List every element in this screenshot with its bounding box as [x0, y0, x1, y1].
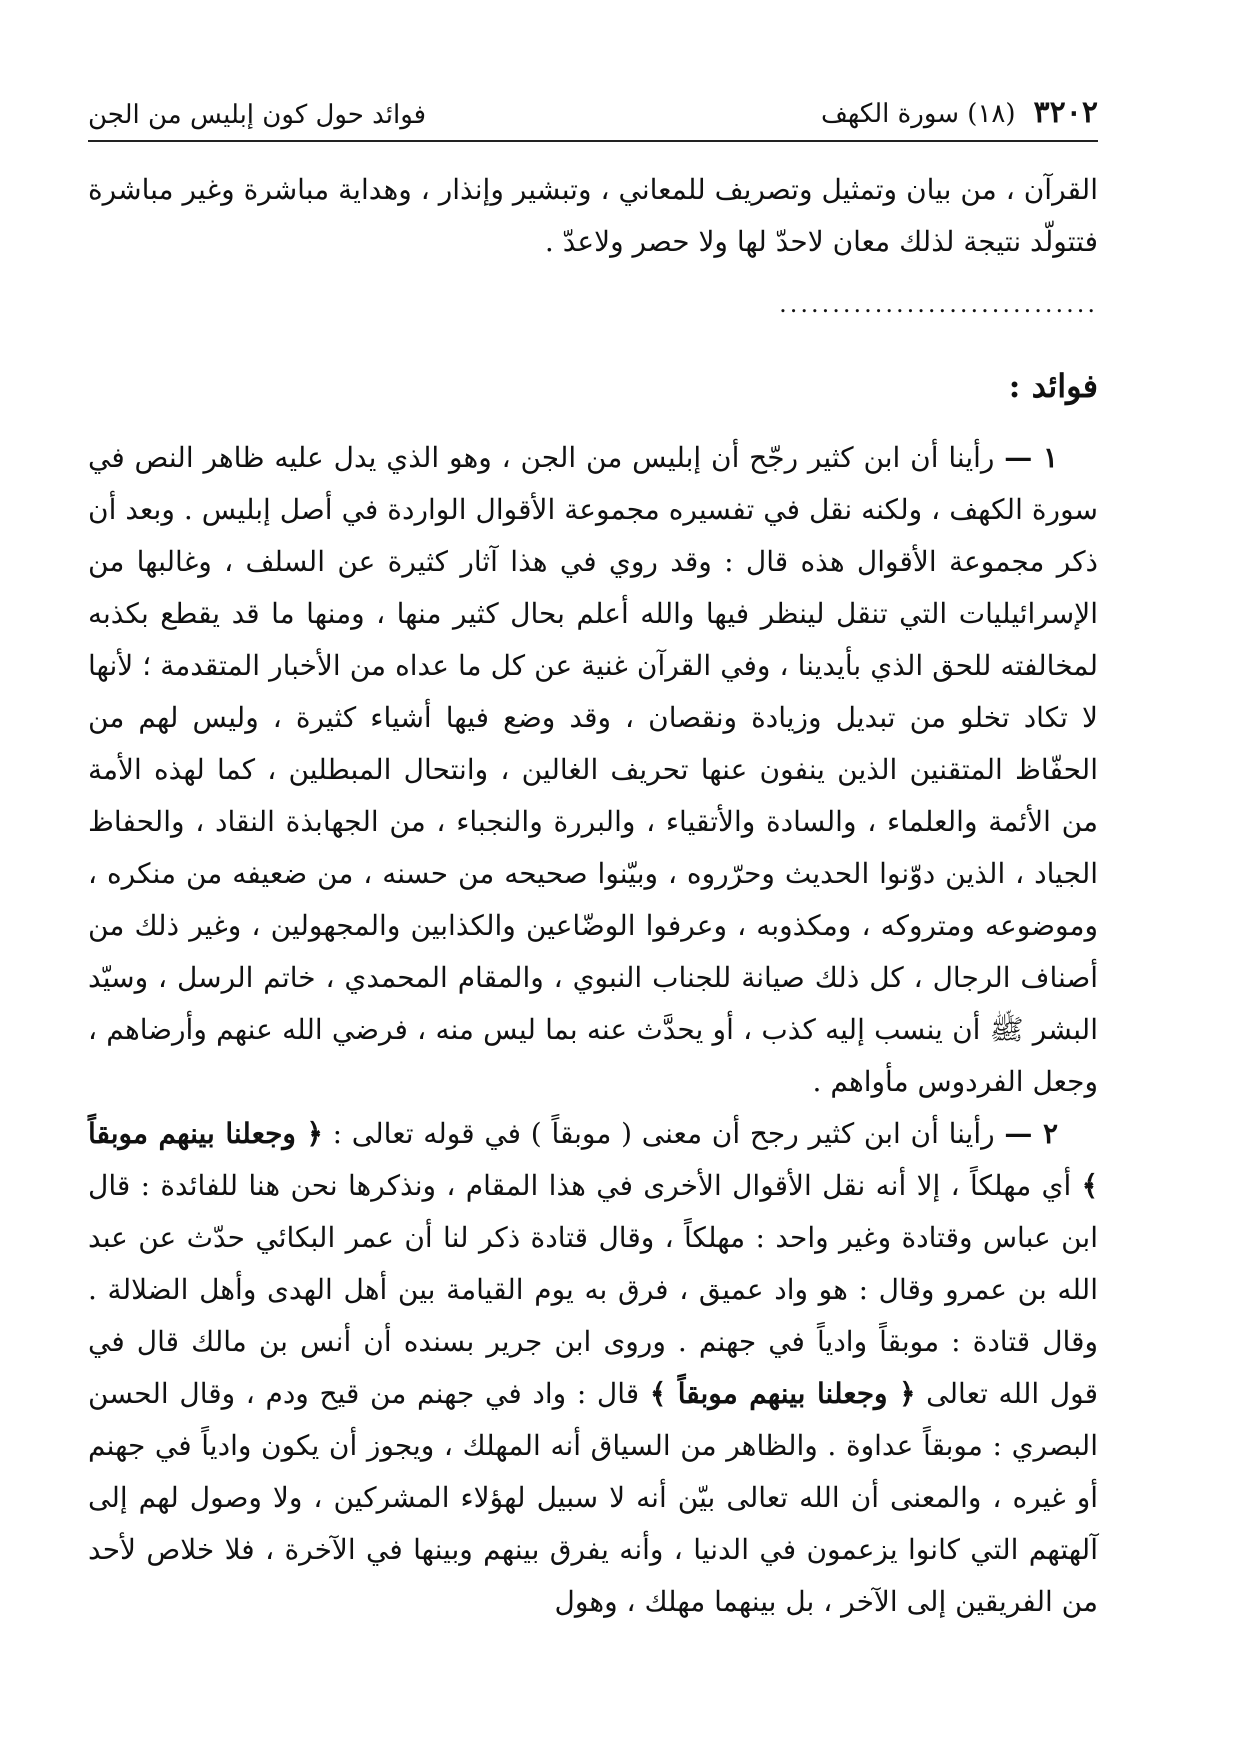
section-title: فوائد : [1008, 367, 1098, 405]
header-right [821, 95, 1098, 130]
benefit-2-text-before: رأينا أن ابن كثير رجح أن معنى ( موبقاً ) في قوله تعالى : [332, 1117, 995, 1150]
benefit-1-number: ١ — [1004, 441, 1058, 474]
intro-paragraph: القرآن ، من بيان وتمثيل وتصريف للمعاني ، وتبشير وإنذار ، وهداية مباشرة وغير مباشرة فتتولّد نتيجة لذلك معان لاحدّ لها ولا حصر ولاعدّ . [88, 173, 1098, 258]
document-page [88, 58, 1098, 1718]
quran-quote-2: ﴿ وجعلنا بينهم موبقاً ﴾ [649, 1377, 916, 1410]
running-header [88, 58, 1098, 142]
topic-title: فوائد حول كون إبليس من الجن [88, 100, 427, 130]
separator-dots: .............................. [779, 290, 1098, 318]
benefit-2-text-after: قال : واد في جهنم من قيح ودم ، وقال الحسن البصري : موبقاً عداوة . والظاهر من السياق أنه المهلك ، ويجوز أن يكون وادياً في جهنم أو غيره ، والمعنى أن الله تعالى بيّن أنه لا سبيل لهؤلاء المشركين ، ولا وصول لهم إلى آلهتهم التي كانوا يزعمون في الدنيا ، وأنه يفرق بينهم وبينها في الآخرة ، فلا خلاص لأحد من الفريقين إلى الآخر ، بل بينهما مهلك ، وهول [88, 1377, 1098, 1618]
benefit-2-text-middle: أي مهلكاً ، إلا أنه نقل الأقوال الأخرى في هذا المقام ، ونذكرها نحن هنا للفائدة : قال ابن عباس وقتادة وغير واحد : مهلكاً ، وقال قتادة ذكر لنا أن عمر البكائي حدّث عن عبد الله بن عمرو وقال : هو واد عميق ، فرق به يوم القيامة بين أهل الهدى وأهل الضلالة . وقال قتادة : موبقاً وادياً في جهنم . وروى ابن جرير بسنده أن أنس بن مالك قال في قول الله تعالى [88, 1169, 1098, 1410]
page-number: ٣٢٠٢ [1033, 95, 1098, 130]
benefit-1-text: رأينا أن ابن كثير رجّح أن إبليس من الجن ، وهو الذي يدل عليه ظاهر النص في سورة الكهف ، ولكنه نقل في تفسيره مجموعة الأقوال الواردة في أصل إبليس . وبعد أن ذكر مجموعة الأقوال هذه قال : وقد روي في هذا آثار كثيرة عن السلف ، وغالبها من الإسرائيليات التي تنقل لينظر فيها والله أعلم بحال كثير منها ، ومنها ما قد يقطع بكذبه لمخالفته للحق الذي بأيدينا ، وفي القرآن غنية عن كل ما عداه من الأخبار المتقدمة ؛ لأنها لا تكاد تخلو من تبديل وزيادة ونقصان ، وقد وضع فيها أشياء كثيرة ، وليس لهم من الحفّاظ المتقنين الذين ينفون عنها تحريف الغالين ، وانتحال المبطلين ، كما لهذه الأمة من الأئمة والعلماء ، والسادة والأتقياء ، والبررة والنجباء ، من الجهابذة النقاد ، والحفاظ الجياد ، الذين دوّنوا الحديث وحرّروه ، وبيّنوا صحيحه من حسنه ، من ضعيفه من منكره ، وموضوعه ومتروكه ، ومكذوبه ، وعرفوا الوضّاعين والكذابين والمجهولين ، وغير ذلك من أصناف الرجال ، كل ذلك صيانة للجناب النبوي ، والمقام المحمدي ، خاتم الرسل ، وسيّد البشر ﷺ أن ينسب إليه كذب ، أو يحدَّث عنه بما ليس منه ، فرضي الله عنهم وأرضاهم ، وجعل الفردوس مأواهم . [88, 441, 1098, 1098]
surah-name: (١٨) سورة الكهف [820, 99, 1016, 129]
quran-quote-1: ﴿ وجعلنا بينهم موبقاً ﴾ [88, 1117, 1098, 1202]
benefit-2 [88, 1108, 1098, 1628]
benefit-1 [88, 432, 1098, 1108]
benefit-2-number: ٢ — [1004, 1117, 1059, 1150]
body-text [88, 164, 1098, 1628]
